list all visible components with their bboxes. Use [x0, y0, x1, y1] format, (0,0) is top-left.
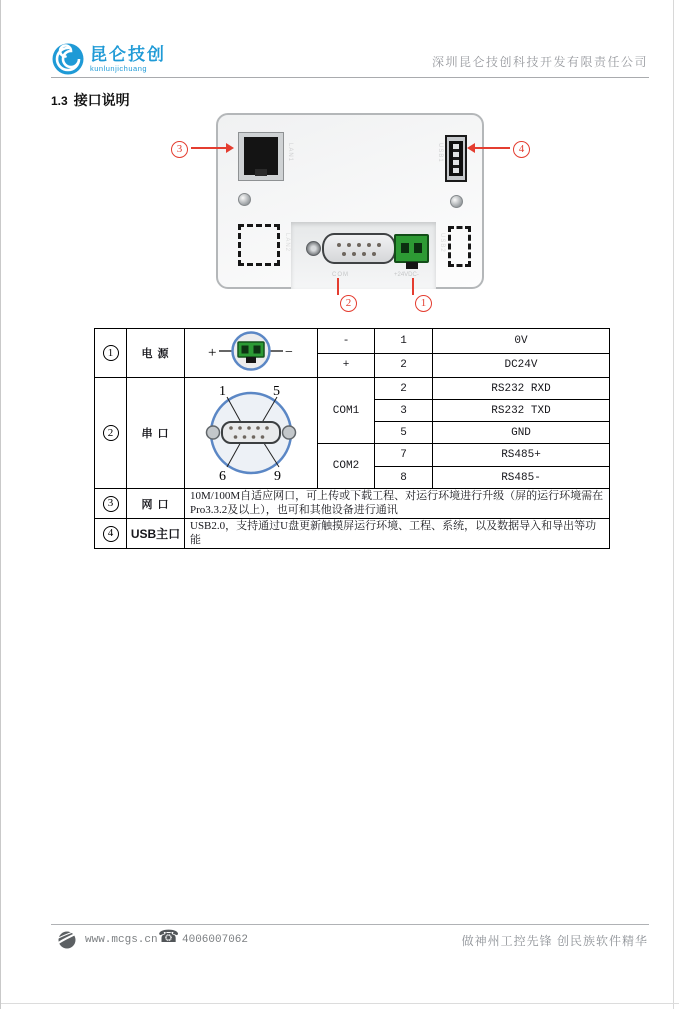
db9-shell [322, 233, 396, 264]
lan2-label: LAN2 [284, 233, 290, 253]
terminal-hole [401, 243, 409, 253]
footer-slogan: 做神州工控先锋 创民族软件精华 [461, 934, 648, 948]
table-row [95, 378, 610, 400]
footer-divider [51, 924, 649, 925]
signal-cell: + [318, 353, 375, 378]
phone-number: 4006007062 [182, 934, 249, 946]
desc-cell: DC24V [433, 353, 610, 378]
header-divider [51, 77, 649, 78]
svg-text:5: 5 [272, 384, 280, 399]
logo-spiral-icon [51, 42, 85, 76]
callout-3: 3 [171, 139, 188, 158]
pin-cell: 8 [375, 467, 433, 489]
row-number-cell: 4 [95, 519, 127, 549]
com-group-cell: COM1 [318, 378, 375, 444]
pin-cell: 7 [375, 444, 433, 467]
desc-cell: GND [433, 422, 610, 444]
desc-cell: RS485+ [433, 444, 610, 467]
callout-4-arrow-icon [467, 143, 475, 153]
row-description: USB2.0，支持通过U盘更新触摸屏运行环境、工程、系统，以及数据导入和导出等功能 [185, 519, 610, 549]
row-name-cell: 网 口 [127, 489, 185, 519]
section-heading [51, 90, 130, 110]
lan1-label: LAN1 [287, 143, 293, 163]
usb1-label: USB1 [437, 143, 443, 163]
pin-cell: 1 [375, 329, 433, 354]
company-logo [51, 42, 166, 76]
screw-icon [238, 193, 251, 206]
desc-cell: RS232 RXD [433, 378, 610, 400]
pin-cell: 5 [375, 422, 433, 444]
power-voltage-label: +24VDC- [394, 272, 419, 278]
row-number-cell: 3 [95, 489, 127, 519]
com-group-cell: COM2 [318, 444, 375, 489]
terminal-hole [414, 243, 422, 253]
svg-text:1: 1 [218, 384, 226, 399]
phone-icon: ☎ [158, 927, 180, 946]
table-row [95, 329, 610, 354]
com-label: COM [332, 272, 349, 278]
svg-text:+: + [207, 345, 216, 361]
pin-cell: 2 [375, 378, 433, 400]
row-number-cell: 2 [95, 378, 127, 489]
logo-name-cn: 昆仑技创 [90, 44, 166, 64]
page-edge [1, 1003, 679, 1004]
callout-3-line [191, 147, 226, 149]
row-number-cell: 1 [95, 329, 127, 378]
section-title-text: 接口说明 [73, 92, 130, 108]
callout-3-arrow-icon [226, 143, 234, 153]
callout-1-line [412, 278, 414, 295]
row-name-cell: USB主口 [127, 519, 185, 549]
screw-icon [450, 195, 463, 208]
row-name-cell: 串 口 [127, 378, 185, 489]
interface-table [94, 328, 610, 549]
svg-text:6: 6 [218, 469, 226, 483]
row-description: 10M/100M自适应网口，可上传或下载工程、对运行环境进行升级（屏的运行环境需在Pro3.3.2及以上），也可和其他设备进行通讯 [185, 489, 610, 519]
device-rear-panel-image [216, 113, 484, 289]
rj45-clip-notch [255, 169, 267, 176]
table-row [95, 519, 610, 549]
logo-name-en: kunlunjichuang [90, 63, 148, 73]
row-name-cell: 电 源 [127, 329, 185, 378]
power-terminal [394, 234, 429, 263]
table-row [95, 489, 610, 519]
callout-4-line [475, 147, 510, 149]
usb2-label: USB2 [439, 233, 445, 253]
page-edge [673, 0, 674, 1009]
callout-2: 2 [340, 293, 357, 312]
power-inset-image [185, 329, 318, 378]
globe-icon [56, 929, 79, 955]
svg-text:−: − [284, 345, 293, 360]
usb-port [445, 135, 467, 182]
lan2-cutout [238, 224, 280, 266]
rj45-opening [244, 137, 278, 175]
db9-inset-image [185, 378, 318, 489]
usb-contacts [453, 144, 459, 173]
power-terminal-tab [406, 262, 418, 269]
section-number: 1.3 [51, 94, 68, 108]
callout-1: 1 [415, 293, 432, 312]
website-link[interactable]: www.mcgs.cn [85, 934, 158, 946]
usb-opening [449, 141, 463, 176]
desc-cell: RS232 TXD [433, 400, 610, 422]
db9-screw-icon [306, 241, 321, 256]
desc-cell: RS485- [433, 467, 610, 489]
desc-cell: 0V [433, 329, 610, 354]
pin-cell: 2 [375, 353, 433, 378]
lan-port-rj45 [238, 132, 284, 181]
signal-cell: - [318, 329, 375, 354]
callout-2-line [337, 278, 339, 295]
svg-text:9: 9 [273, 469, 281, 483]
company-name: 深圳昆仑技创科技开发有限责任公司 [431, 55, 648, 69]
callout-4: 4 [513, 139, 530, 158]
pin-cell: 3 [375, 400, 433, 422]
usb2-cutout [448, 226, 471, 267]
